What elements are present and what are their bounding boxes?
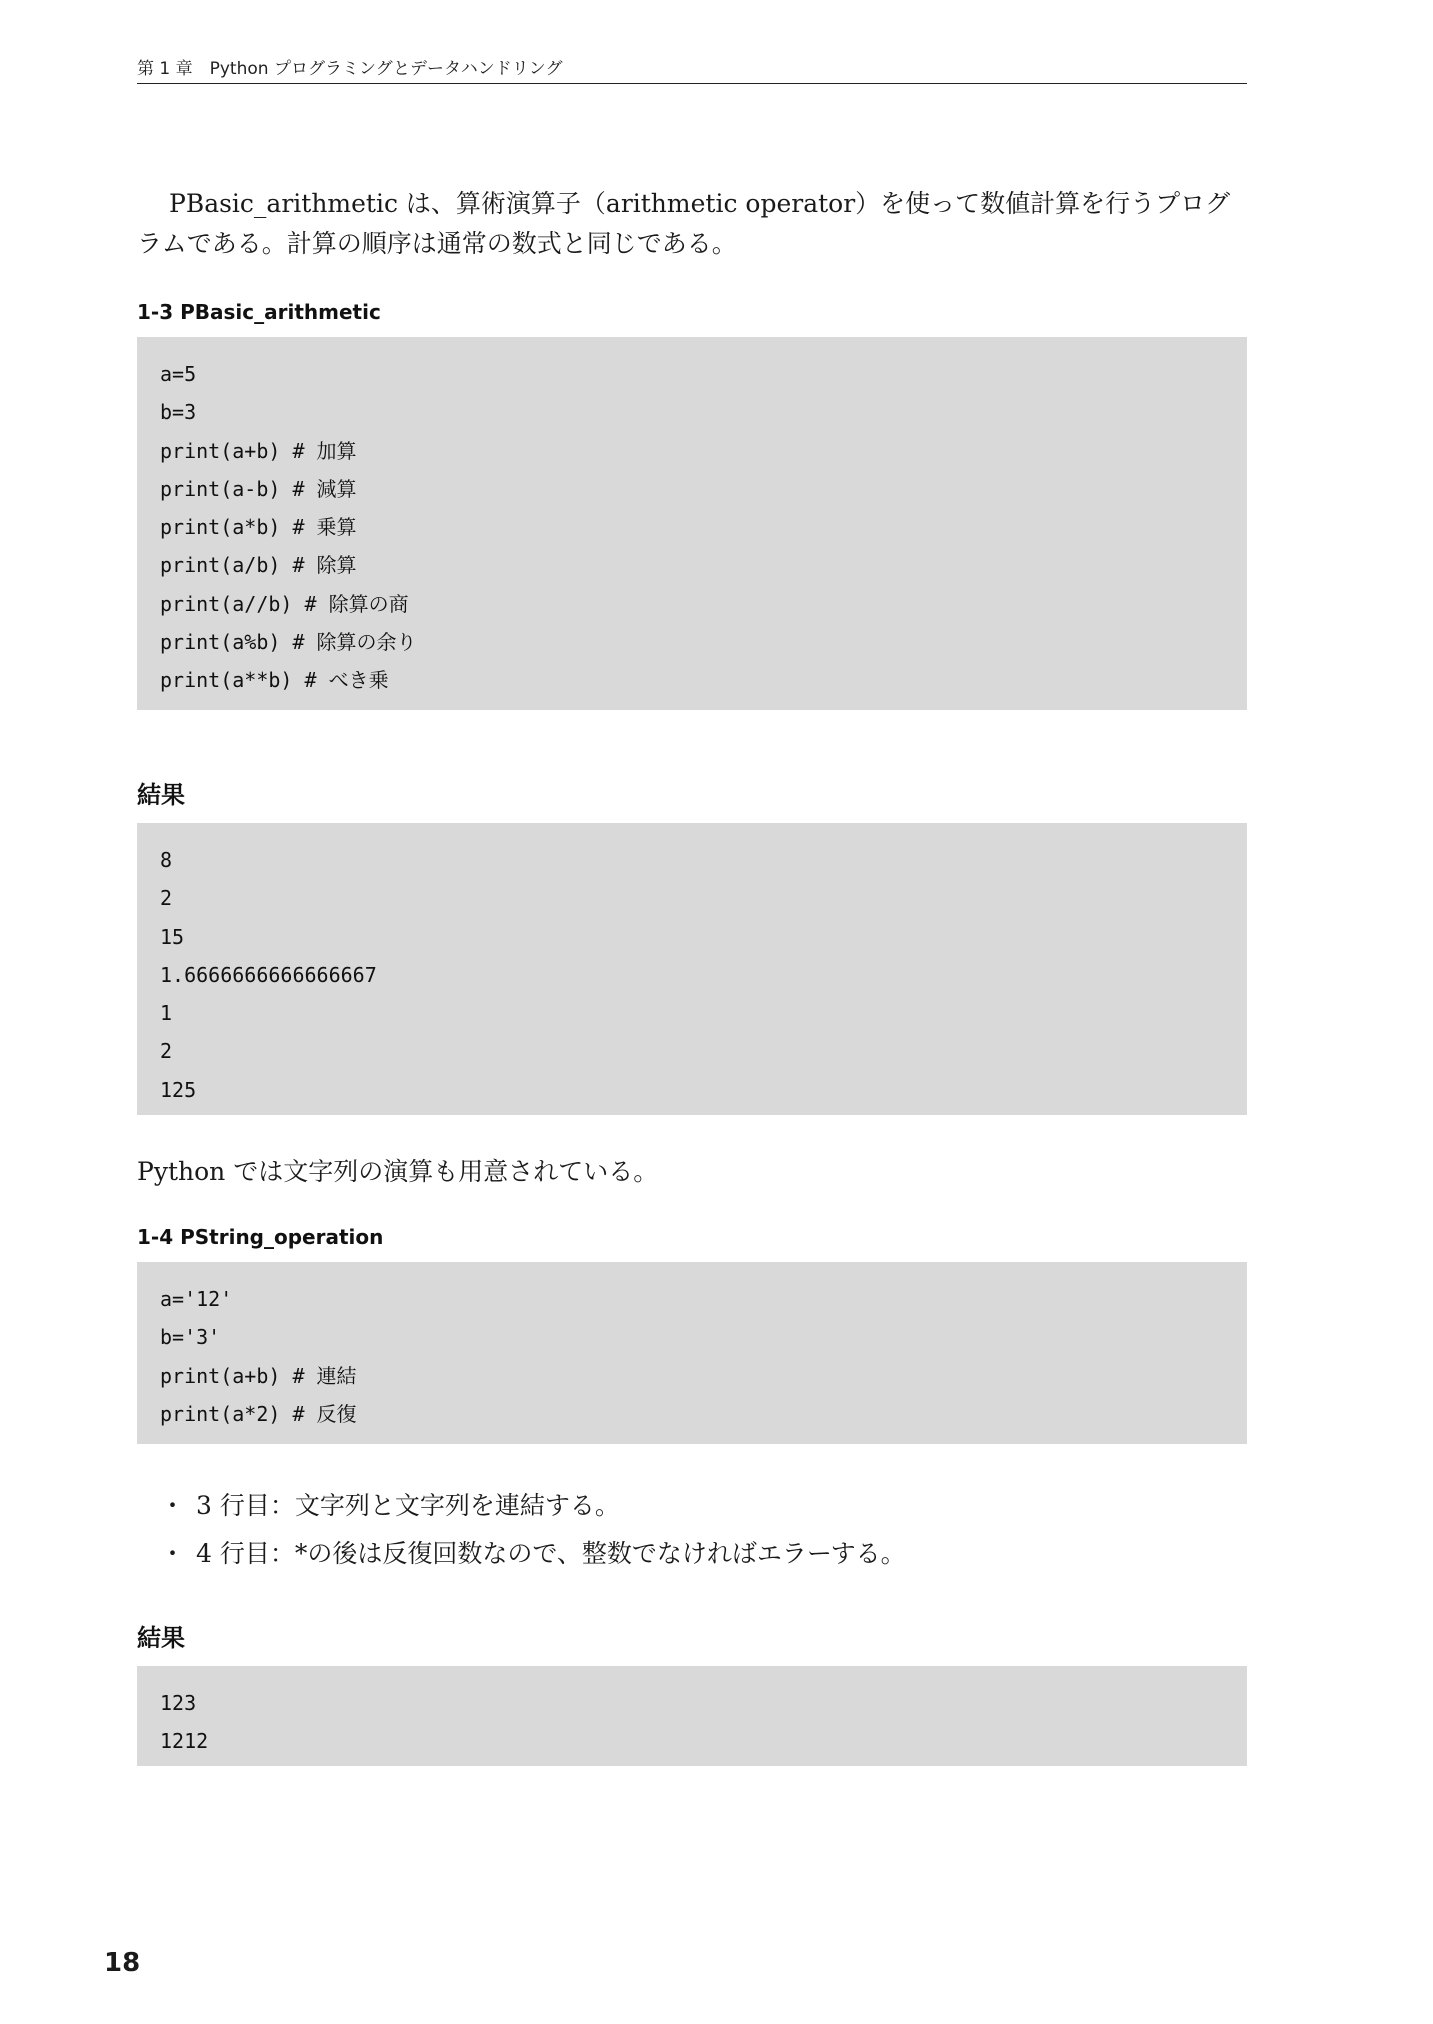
code-line: print(a%b) # 除算の余り bbox=[160, 630, 417, 655]
bullet-text: 4 行目：*の後は反復回数なので、整数でなければエラーする。 bbox=[196, 1539, 906, 1568]
result-1-output-block bbox=[137, 823, 1247, 1115]
code-line: print(a+b) # 加算 bbox=[160, 438, 357, 463]
code-line: print(a//b) # 除算の商 bbox=[160, 591, 409, 616]
result-1-heading: 結果 bbox=[137, 781, 185, 809]
code-line: print(a-b) # 減算 bbox=[160, 476, 357, 501]
intro-line-1: PBasic_arithmetic は、算術演算子（arithmetic operator）を使って数値計算を行うプログ bbox=[169, 189, 1231, 218]
page-number: 18 bbox=[104, 1948, 141, 1978]
output-line: 2 bbox=[160, 886, 173, 911]
output-line: 1.6666666666666667 bbox=[160, 962, 377, 987]
running-header: 第 1 章 Python プログラミングとデータハンドリング bbox=[137, 54, 1247, 84]
bullet-list bbox=[160, 1482, 1240, 1578]
bullet-marker: ・ bbox=[160, 1491, 186, 1520]
listing-2-caption: 1-4 PString_operation bbox=[137, 1225, 384, 1249]
bullet-item bbox=[160, 1530, 1240, 1578]
code-line: print(a*b) # 乗算 bbox=[160, 515, 357, 540]
listing-2-code-block bbox=[137, 1262, 1247, 1444]
code-line: print(a**b) # べき乗 bbox=[160, 668, 389, 693]
output-line: 8 bbox=[160, 848, 173, 872]
intro-paragraph bbox=[137, 184, 1247, 264]
code-line: print(a*2) # 反復 bbox=[160, 1401, 357, 1426]
output-line: 2 bbox=[160, 1039, 173, 1064]
code-line: print(a/b) # 除算 bbox=[160, 553, 357, 578]
listing-1-code-block bbox=[137, 337, 1247, 710]
output-line: 1212 bbox=[160, 1729, 209, 1754]
intro-line-2: ラムである。計算の順序は通常の数式と同じである。 bbox=[137, 229, 737, 258]
code-line: a='12' bbox=[160, 1287, 233, 1311]
bullet-text: 3 行目：文字列と文字列を連結する。 bbox=[196, 1491, 620, 1520]
code-line: a=5 bbox=[160, 362, 197, 386]
listing-1-caption: 1-3 PBasic_arithmetic bbox=[137, 300, 381, 324]
middle-paragraph: Python では文字列の演算も用意されている。 bbox=[137, 1157, 659, 1186]
result-2-heading: 結果 bbox=[137, 1624, 185, 1652]
output-line: 125 bbox=[160, 1077, 197, 1102]
result-2-output-block bbox=[137, 1666, 1247, 1766]
bullet-marker: ・ bbox=[160, 1539, 186, 1568]
output-line: 1 bbox=[160, 1001, 173, 1026]
output-line: 123 bbox=[160, 1691, 197, 1715]
code-line: print(a+b) # 連結 bbox=[160, 1363, 357, 1388]
code-line: b='3' bbox=[160, 1325, 221, 1350]
bullet-item bbox=[160, 1482, 1240, 1530]
code-line: b=3 bbox=[160, 400, 197, 425]
output-line: 15 bbox=[160, 924, 185, 949]
